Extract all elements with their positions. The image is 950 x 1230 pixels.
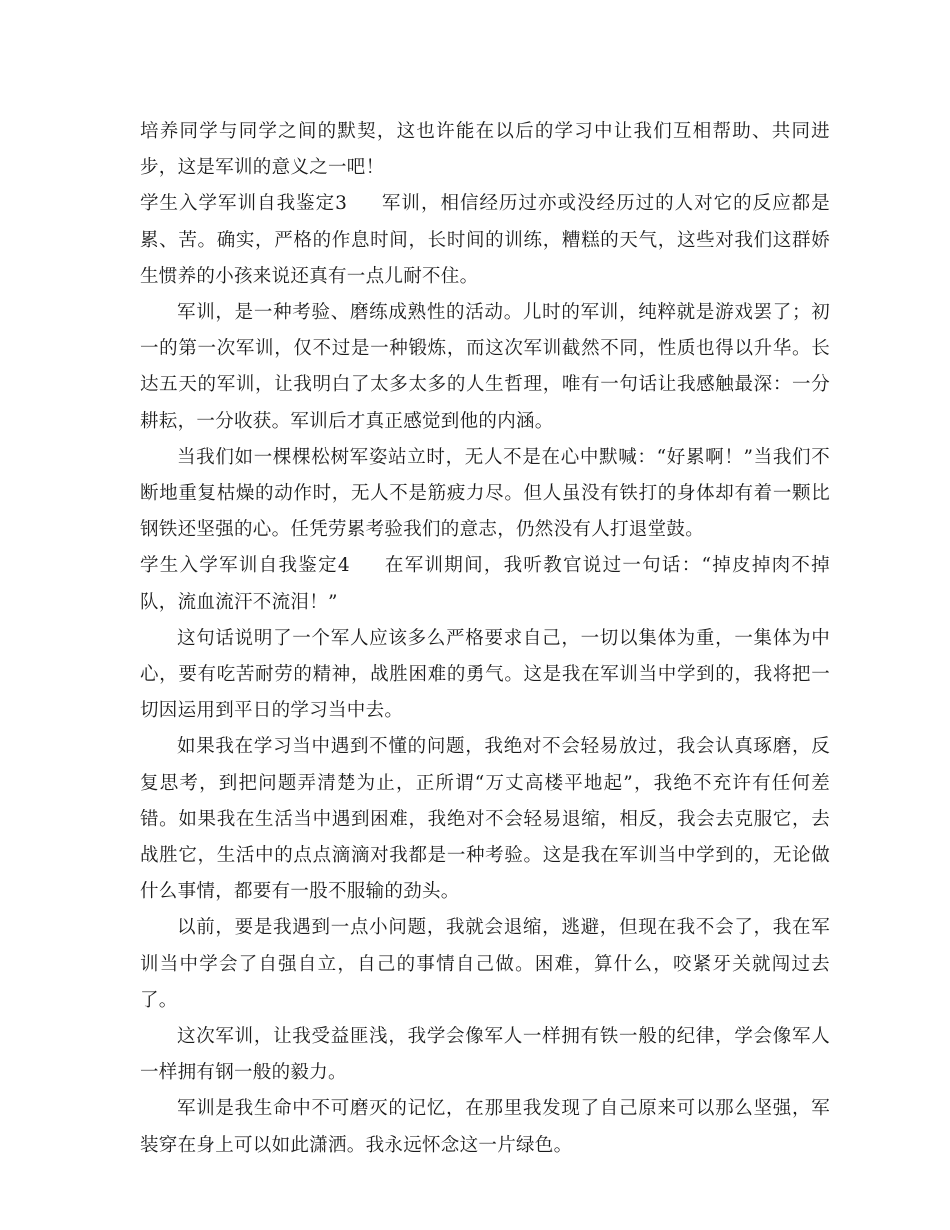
paragraph-3 (140, 295, 830, 440)
paragraph-text: 军训，相信经历过亦或没经历过的人对它的反应都是累、苦。确实，严格的作息时间，长时间的训练，糟糕的天气，这些对我们这群娇生惯养的小孩来说还真有一点儿耐不住。 (140, 193, 830, 287)
paragraph-text: 以前，要是我遇到一点小问题，我就会退缩，逃避，但现在我不会了，我在军训当中学会了自强自立，自己的事情自己做。困难，算什么，咬紧牙关就闯过去了。 (140, 917, 830, 1011)
paragraph-10 (140, 1091, 830, 1163)
paragraph-4 (140, 440, 830, 549)
paragraph-text: 当我们如一棵棵松树军姿站立时，无人不是在心中默喊：“好累啊！”当我们不断地重复枯燥的动作时，无人不是筋疲力尽。但人虽没有铁打的身体却有着一颗比钢铁还坚强的心。任凭劳累考验我们的意志，仍然没有人打退堂鼓。 (140, 446, 830, 541)
paragraph-text: 培养同学与同学之间的默契，这也许能在以后的学习中让我们互相帮助、共同进步，这是军训的意义之一吧！ (140, 121, 830, 179)
paragraph-text: 军训，是一种考验、磨练成熟性的活动。儿时的军训，纯粹就是游戏罢了；初一的第一次军训，仅不过是一种锻炼，而这次军训截然不同，性质也得以升华。长达五天的军训，让我明白了太多太多的人生哲理，唯有一句话让我感触最深：一分耕耘，一分收获。军训后才真正感觉到他的内涵。 (140, 302, 830, 432)
paragraph-7 (140, 729, 830, 910)
section-heading-4: 学生入学军训自我鉴定4 (140, 555, 350, 577)
paragraph-9 (140, 1019, 830, 1091)
paragraph-1 (140, 114, 830, 186)
paragraph-6 (140, 621, 830, 730)
paragraph-text: 如果我在学习当中遇到不懂的问题，我绝对不会轻易放过，我会认真琢磨，反复思考，到把问题弄清楚为止，正所谓“万丈高楼平地起”，我绝不充许有任何差错。如果我在生活当中遇到困难，我绝对不会轻易退缩，相反，我会去克服它，去战胜它，生活中的点点滴滴对我都是一种考验。这是我在军训当中学到的，无论做什么事情，都要有一股不服输的劲头。 (140, 736, 830, 903)
paragraph-text: 在军训期间，我听教官说过一句话：“掉皮掉肉不掉队，流血流汗不流泪！” (140, 555, 830, 613)
paragraph-8 (140, 910, 830, 1019)
paragraph-5 (140, 548, 830, 620)
paragraph-text: 军训是我生命中不可磨灭的记忆，在那里我发现了自己原来可以那么坚强，军装穿在身上可以如此潇洒。我永远怀念这一片绿色。 (140, 1098, 830, 1156)
paragraph-text: 这句话说明了一个军人应该多么严格要求自己，一切以集体为重，一集体为中心，要有吃苦耐劳的精神，战胜困难的勇气。这是我在军训当中学到的，我将把一切因运用到平日的学习当中去。 (140, 627, 830, 722)
section-heading-3: 学生入学军训自我鉴定3 (140, 193, 348, 215)
paragraph-2 (140, 186, 830, 295)
document-body (140, 114, 830, 1164)
paragraph-text: 这次军训，让我受益匪浅，我学会像军人一样拥有铁一般的纪律，学会像军人一样拥有钢一般的毅力。 (140, 1026, 830, 1084)
